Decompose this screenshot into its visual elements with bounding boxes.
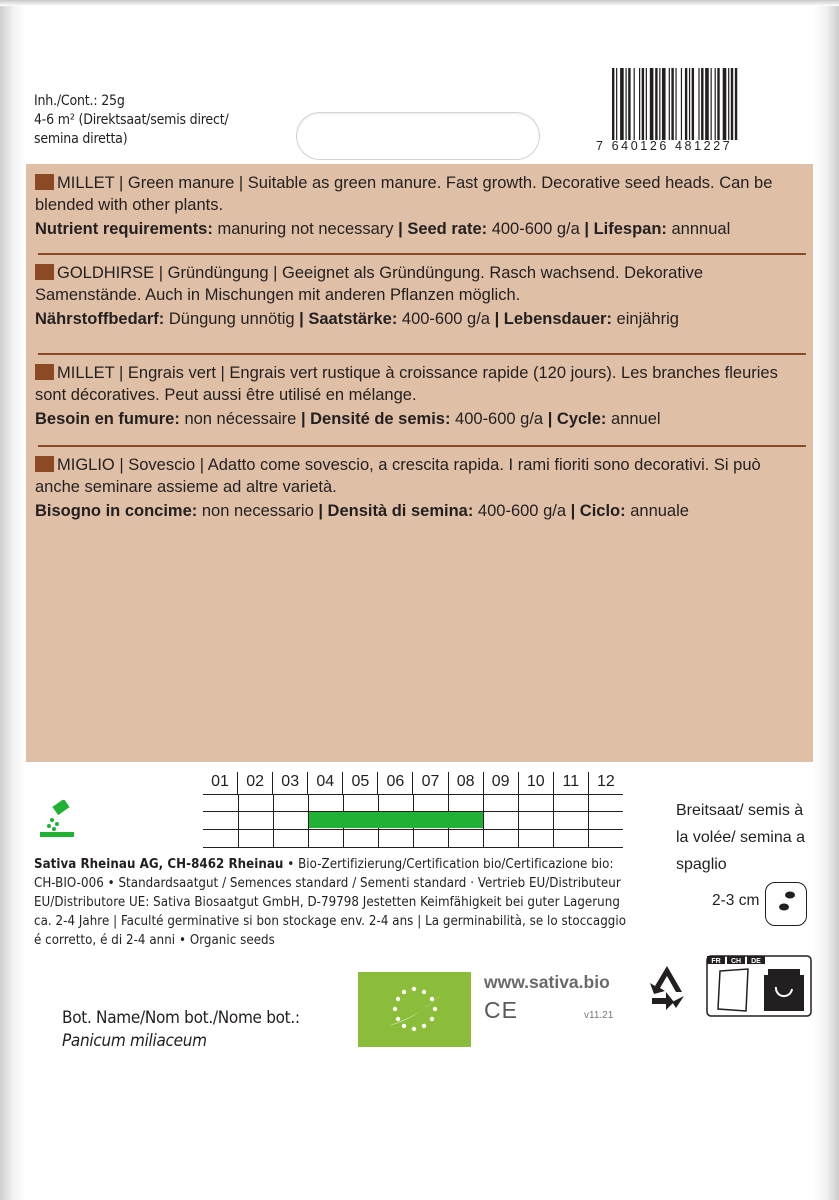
calendar-month-01: 01 bbox=[203, 772, 238, 794]
calendar-month-06: 06 bbox=[378, 772, 413, 794]
sowing-icon bbox=[40, 800, 74, 838]
hanger-hole bbox=[296, 112, 540, 160]
country-code: FR bbox=[711, 958, 721, 965]
calendar-gridline bbox=[238, 794, 239, 848]
calendar-month-10: 10 bbox=[519, 772, 554, 794]
barcode-bar bbox=[662, 68, 666, 140]
calendar-month-05: 05 bbox=[343, 772, 378, 794]
section-title: MILLET bbox=[57, 364, 115, 382]
barcode-bar bbox=[735, 68, 737, 140]
section-divider bbox=[38, 353, 806, 355]
nutrient-line: Nährstoffbedarf: Düngung unnötig | Saatstärke: 400-600 g/a | Lebensdauer: einjährig bbox=[35, 310, 679, 328]
barcode-bar bbox=[717, 68, 719, 140]
bullet-square-icon bbox=[35, 264, 54, 280]
country-code: DE bbox=[751, 958, 761, 965]
section-divider bbox=[38, 445, 806, 447]
barcode-bar bbox=[685, 68, 687, 140]
section-english bbox=[35, 173, 807, 241]
version-number: v11.21 bbox=[584, 1010, 614, 1021]
section-description: | Sovescio | Adatto come sovescio, a crescita rapida. I rami fioriti sono decorativi. Si può anche seminare assieme ad altre varietà. bbox=[35, 456, 761, 496]
section-title: MILLET bbox=[57, 174, 115, 192]
barcode-number: 7 640126 481227 bbox=[596, 139, 733, 153]
sowing-depth: 2-3 cm bbox=[712, 892, 760, 909]
calendar-month-04: 04 bbox=[308, 772, 343, 794]
barcode-bar bbox=[705, 68, 709, 140]
calendar-gridline bbox=[483, 794, 484, 848]
eu-organic-logo bbox=[358, 972, 471, 1047]
barcode-bar bbox=[616, 68, 617, 140]
calendar-month-07: 07 bbox=[413, 772, 448, 794]
contents-info bbox=[34, 92, 229, 149]
calendar-gridline bbox=[553, 794, 554, 848]
botanical-latin-name: Panicum miliaceum bbox=[62, 1031, 207, 1051]
barcode-bar bbox=[675, 68, 676, 140]
ce-mark: CE bbox=[484, 997, 518, 1023]
description-panel bbox=[26, 164, 813, 762]
barcode-bar bbox=[628, 68, 630, 140]
calendar-month-11: 11 bbox=[554, 772, 589, 794]
barcode-bar bbox=[711, 68, 712, 140]
section-divider bbox=[38, 253, 806, 255]
barcode-bar bbox=[612, 68, 614, 140]
barcode-bar bbox=[723, 68, 727, 140]
depth-seed-icon bbox=[765, 882, 807, 926]
calendar-month-02: 02 bbox=[238, 772, 273, 794]
barcode-bar bbox=[646, 68, 647, 140]
barcode-bar bbox=[639, 68, 640, 140]
section-title: MIGLIO bbox=[57, 456, 115, 474]
barcode-bar bbox=[681, 68, 682, 140]
contents-weight: Inh./Cont.: 25g bbox=[34, 93, 125, 109]
calendar-month-03: 03 bbox=[273, 772, 308, 794]
sowing-method: Breitsaat/ semis à la volée/ semina a spaglio bbox=[676, 802, 805, 873]
website-link[interactable]: www.sativa.bio bbox=[484, 972, 610, 992]
section-description: | Green manure | Suitable as green manure. Fast growth. Decorative seed heads. Can be blended with other plants. bbox=[35, 174, 773, 214]
section-german bbox=[35, 263, 807, 331]
barcode-bar bbox=[715, 68, 716, 140]
barcode-bar bbox=[650, 68, 654, 140]
section-description: | Gründüngung | Geeignet als Gründüngung. Rasch wachsend. Dekorative Samenstände. Auch in Mischungen mit anderen Pflanzen möglich. bbox=[35, 264, 704, 304]
calendar-month-09: 09 bbox=[484, 772, 519, 794]
botanical-label: Bot. Name/Nom bot./Nome bot.: bbox=[62, 1008, 300, 1028]
contents-area: 4-6 m² (Direktsaat/semis direct/ bbox=[34, 112, 229, 128]
barcode-bar bbox=[626, 68, 627, 140]
nutrient-line: Bisogno in concime: non necessario | Densità di semina: 400-600 g/a | Ciclo: annuale bbox=[35, 502, 689, 520]
calendar-months bbox=[203, 772, 623, 794]
barcode-bar bbox=[655, 68, 657, 140]
section-title: GOLDHIRSE bbox=[57, 264, 155, 282]
barcode-bar bbox=[669, 68, 670, 140]
contents-area-cont: semina diretta) bbox=[34, 131, 128, 147]
section-description: | Engrais vert | Engrais vert rustique à croissance rapide (120 jours). Les branches fleuries sont décoratives. Peut aussi être utilisé en mélange. bbox=[35, 364, 778, 404]
recycle-icon bbox=[646, 962, 688, 1012]
barcode-bar bbox=[634, 68, 635, 140]
section-french bbox=[35, 363, 807, 431]
barcode-bar bbox=[671, 68, 673, 140]
barcode-bar bbox=[620, 68, 624, 140]
recycling-bin-icon bbox=[706, 955, 812, 1017]
bullet-square-icon bbox=[35, 174, 54, 190]
nutrient-line: Besoin en fumure: non nécessaire | Densité de semis: 400-600 g/a | Cycle: annuel bbox=[35, 410, 661, 428]
top-edge bbox=[0, 0, 839, 6]
section-italian bbox=[35, 455, 807, 523]
calendar-gridline bbox=[518, 794, 519, 848]
barcode-bar bbox=[698, 68, 699, 140]
nutrient-line: Nutrient requirements: manuring not necessary | Seed rate: 400-600 g/a | Lifespan: annnual bbox=[35, 220, 731, 238]
barcode-bar bbox=[731, 68, 733, 140]
barcode-bar bbox=[692, 68, 694, 140]
sowing-period-bar bbox=[309, 812, 483, 828]
bullet-square-icon bbox=[35, 456, 54, 472]
calendar-month-12: 12 bbox=[597, 773, 615, 790]
botanical-name bbox=[62, 1007, 300, 1053]
calendar-month-08: 08 bbox=[449, 772, 484, 794]
country-code: CH bbox=[730, 958, 742, 965]
calendar-gridline bbox=[588, 794, 589, 848]
barcode-bar bbox=[689, 68, 690, 140]
barcode-bar bbox=[701, 68, 703, 140]
barcode-bar bbox=[728, 68, 729, 140]
barcode bbox=[612, 68, 772, 148]
company-info: Sativa Rheinau AG, CH-8462 Rheinau • Bio-Zertifizierung/Certification bio/Certificazione bio: CH-BIO-006 • Standardsaatgut / Semences standard / Sementi standard · Vertrieb EU/Distributeur EU/Distributore UE: Sativa Biosaatgut GmbH, D-79798 Jestetten Keimfähigkeit bei guter Lagerung ca. 2-4 Jahre | Faculté germinative si bon stockage env. 2-4 ans | La germinabilità, se lo stoccaggio é corretto, é di 2-4 anni • Organic seeds bbox=[34, 857, 627, 948]
calendar-gridline bbox=[273, 794, 274, 848]
sowing-calendar bbox=[203, 794, 623, 848]
bullet-square-icon bbox=[35, 364, 54, 380]
barcode-bar bbox=[642, 68, 644, 140]
barcode-bar bbox=[659, 68, 660, 140]
